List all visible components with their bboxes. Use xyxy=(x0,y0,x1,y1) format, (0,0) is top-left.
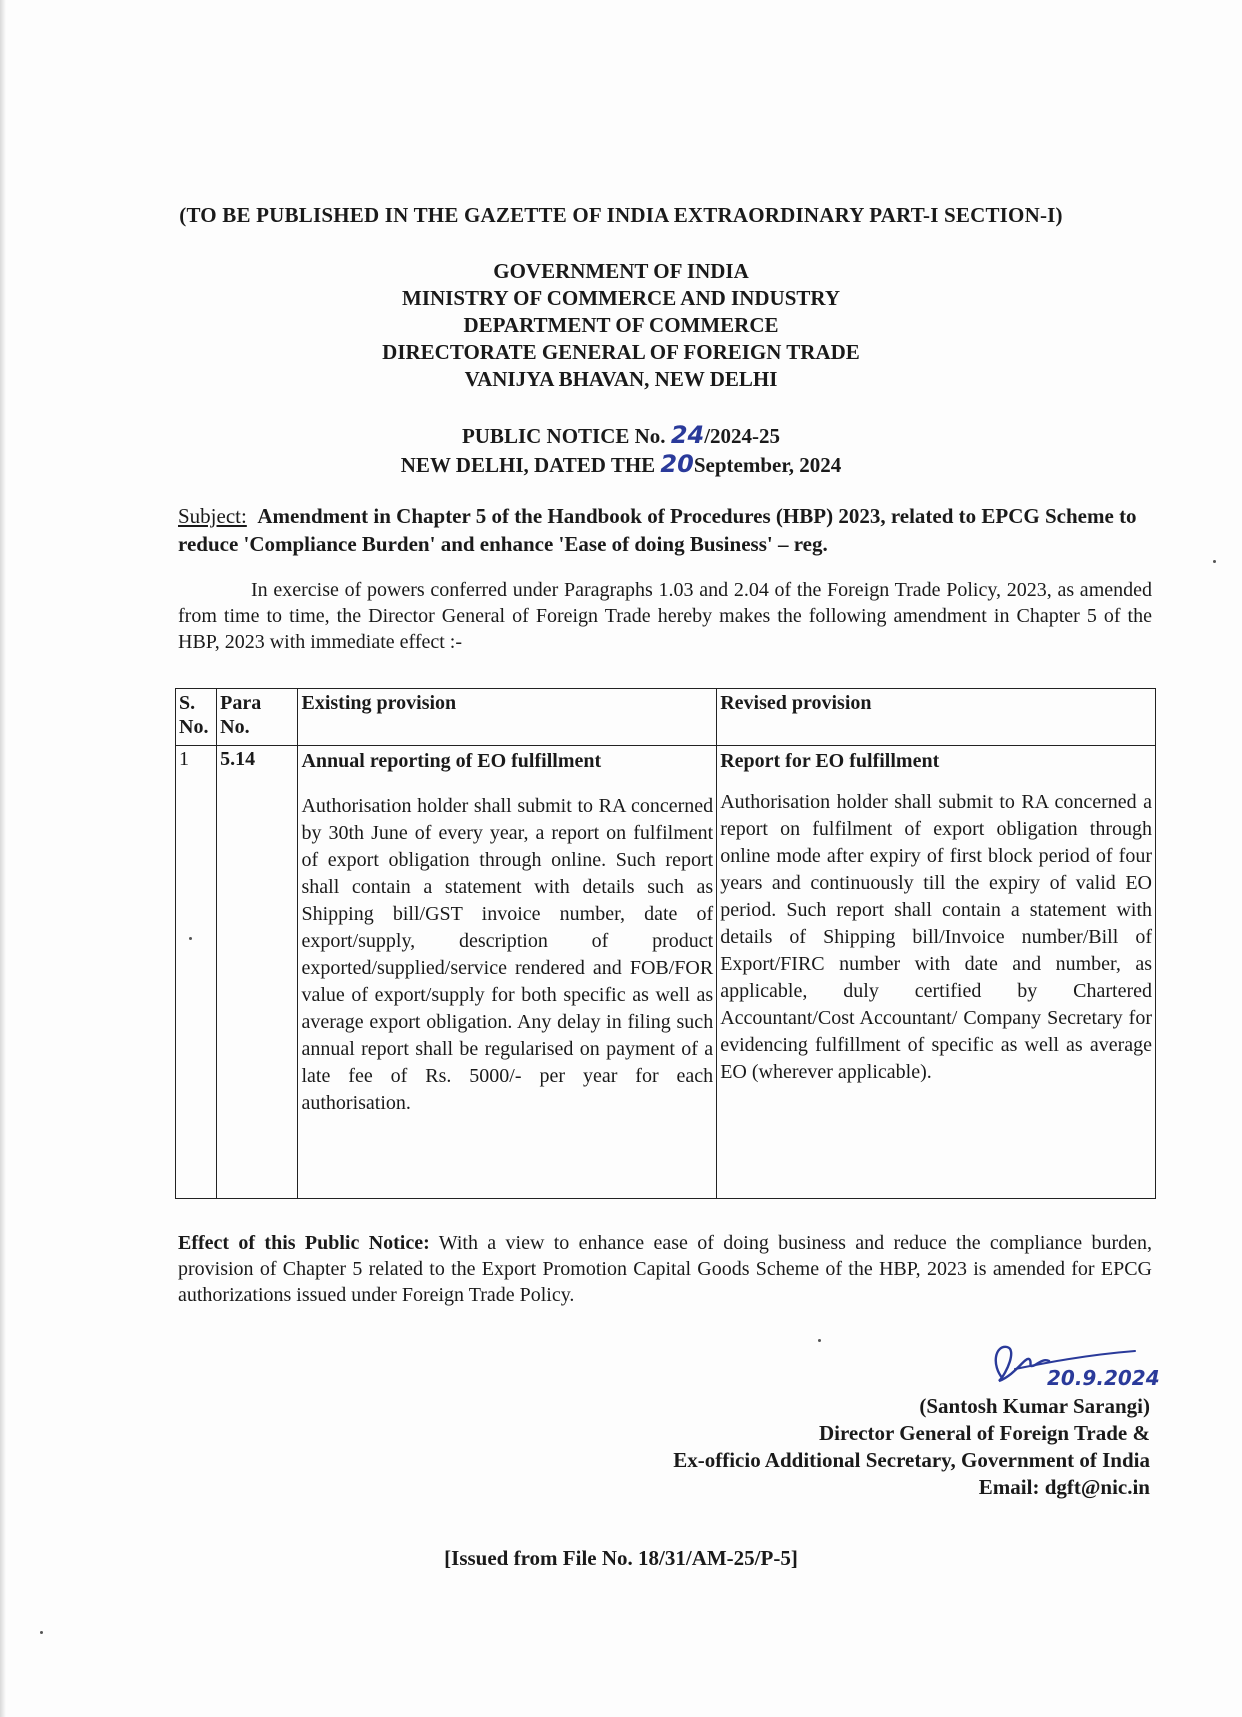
issued-from-file: [Issued from File No. 18/31/AM-25/P-5] xyxy=(444,1546,798,1570)
date-suffix: September, 2024 xyxy=(693,453,842,477)
header-para: Para No. xyxy=(217,689,298,746)
notice-number-block xyxy=(0,421,1242,479)
header-line-address: VANIJYA BHAVAN, NEW DELHI xyxy=(464,367,778,391)
signatory-email: Email: dgft@nic.in xyxy=(978,1475,1150,1499)
subject-paragraph xyxy=(178,502,1158,558)
handwritten-signature xyxy=(985,1335,1160,1393)
date-handwritten: 20 xyxy=(660,450,694,478)
cell-para xyxy=(217,746,298,1199)
effect-label: Effect of this Public Notice: xyxy=(178,1232,430,1254)
intro-paragraph: In exercise of powers conferred under Paragraphs 1.03 and 2.04 of the Foreign Trade Policy, 2023, as amended from time to time, the Director General of Foreign Trade hereby makes the following amendment in Chapter 5 of the HBP, 2023 with immediate effect :- xyxy=(178,579,1152,653)
signatory-name: (Santosh Kumar Sarangi) xyxy=(919,1394,1150,1418)
scan-speck xyxy=(189,937,192,940)
header-revised: Revised provision xyxy=(717,689,1156,746)
notice-prefix: PUBLIC NOTICE No. xyxy=(461,424,671,448)
header-line-ministry: MINISTRY OF COMMERCE AND INDUSTRY xyxy=(402,286,840,310)
effect-paragraph xyxy=(178,1230,1152,1308)
cell-revised xyxy=(717,746,1156,1199)
header-sno: S. No. xyxy=(176,689,217,746)
subject-text: Amendment in Chapter 5 of the Handbook of Procedures (HBP) 2023, related to EPCG Scheme to reduce 'Compliance Burden' and enhance 'Ease of doing Business' – reg. xyxy=(178,504,1137,556)
scan-speck xyxy=(40,1631,43,1634)
notice-suffix: /2024-25 xyxy=(704,424,781,448)
table-header-row xyxy=(176,689,1156,746)
issuing-authority-header xyxy=(0,258,1242,393)
signatory-block xyxy=(673,1393,1150,1501)
header-existing: Existing provision xyxy=(298,689,717,746)
scan-speck xyxy=(818,1339,821,1342)
revised-title: Report for EO fulfillment xyxy=(720,750,940,772)
notice-number-line xyxy=(0,421,1242,450)
existing-title: Annual reporting of EO fulfillment xyxy=(301,750,602,772)
existing-body: Authorisation holder shall submit to RA concerned by 30th June of every year, a report on fulfilment of export obligation through online. Such report shall contain a statement with details such as Shipping bill/GST invoice number, date of export/supply, description of product exported/supplied/service rendered and FOB/FOR value of export/supply for both specific as well as average export obligation. Any delay in filing such annual report shall be regularised on payment of a late fee of Rs. 5000/- per year for each authorisation. xyxy=(301,795,714,1114)
cell-sno: 1 xyxy=(176,746,217,1199)
signature-date: 20.9.2024 xyxy=(1047,1366,1160,1390)
date-prefix: NEW DELHI, DATED THE xyxy=(400,453,661,477)
revised-body: Authorisation holder shall submit to RA concerned a report on fulfilment of export obligation through online mode after expiry of first block period of four years and continuously till the expiry of valid EO period. Such report shall contain a statement with details of Shipping bill/Invoice number/Bill of Export/FIRC number with date and number, as applicable, duly certified by Chartered Accountant/Cost Accountant/ Company Secretary for evidencing fulfillment of specific as well as average EO (wherever applicable). xyxy=(720,791,1152,1083)
signatory-title-1: Director General of Foreign Trade & xyxy=(818,1421,1150,1445)
subject-label: Subject: xyxy=(178,504,247,528)
scan-speck xyxy=(1213,560,1216,563)
notice-number-handwritten: 24 xyxy=(670,421,705,449)
effect-text: With a view to enhance ease of doing business and reduce the compliance burden, provision of Chapter 5 related to the Export Promotion Capital Goods Scheme of the HBP, 2023 is amended for EPCG authorizations issued under Foreign Trade Policy. xyxy=(178,1232,1152,1306)
header-line-government: GOVERNMENT OF INDIA xyxy=(493,259,749,283)
table-row xyxy=(176,746,1156,1199)
provision-table xyxy=(175,688,1156,1199)
header-line-department: DEPARTMENT OF COMMERCE xyxy=(463,313,779,337)
notice-date-line xyxy=(0,450,1242,479)
cell-existing xyxy=(298,746,717,1199)
gazette-line: (TO BE PUBLISHED IN THE GAZETTE OF INDIA EXTRAORDINARY PART-I SECTION-I) xyxy=(179,203,1063,227)
signatory-title-2: Ex-officio Additional Secretary, Government of India xyxy=(673,1448,1150,1472)
header-line-directorate: DIRECTORATE GENERAL OF FOREIGN TRADE xyxy=(382,340,860,364)
para-number: 5.14 xyxy=(220,748,256,770)
